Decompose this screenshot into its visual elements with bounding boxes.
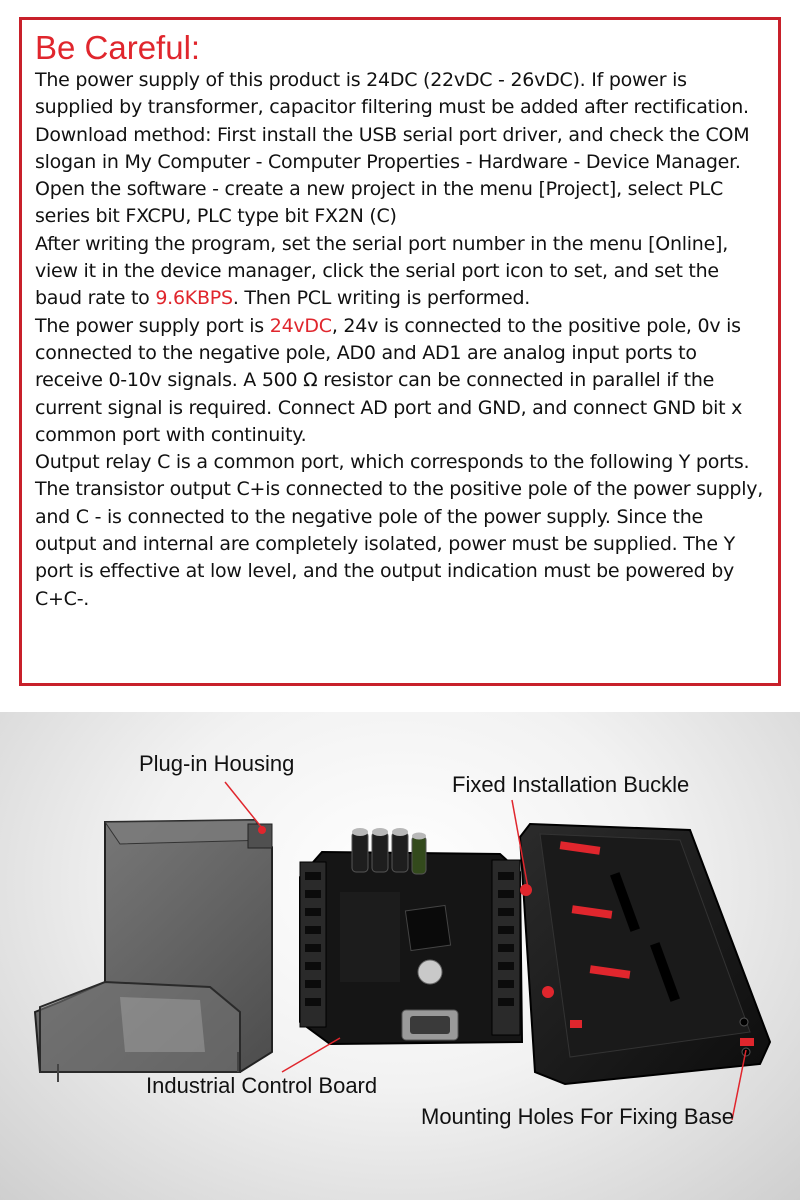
label-fixed-installation-buckle: Fixed Installation Buckle (452, 772, 690, 797)
power-supply-note: The power supply of this product is 24DC (22vDC - 26vDC). If power is supplied by transformer, capacitor filtering must be added after rectification. (35, 69, 749, 119)
buckle-marker (520, 884, 532, 896)
control-board (300, 828, 522, 1044)
baud-rate-highlight: 9.6KBPS (155, 287, 233, 310)
label-industrial-control-board: Industrial Control Board (146, 1073, 378, 1098)
caution-box (19, 17, 781, 686)
power-port-text: The power supply port is (35, 314, 270, 337)
voltage-highlight: 24vDC (269, 314, 332, 337)
serial-port-text: After writing the program, set the serial port number in the menu [Online], view it in the device manager, click the serial port icon to set, and set the baud rate to (35, 232, 728, 310)
serial-port-note (35, 231, 764, 313)
caution-title: Be Careful: (35, 29, 201, 66)
download-method-note: Download method: First install the USB serial port driver, and check the COM slogan in My Computer - Computer Properties - Hardware - Device Manager. (35, 123, 750, 173)
mounting-base (520, 824, 770, 1084)
transistor-output-note: The transistor output C+is connected to the positive pole of the power supply, and C - is connected to the negative pole of the power supply. Since the output and internal are completely isolated, power must be supplied. The Y port is effective at low level, and the output indication must be powered by C+C-. (35, 478, 764, 610)
power-port-text-end: , 24v is connected to the positive pole, 0v is connected to the negative pole, AD0 and AD1 are analog input ports to receive 0-10v signals. A 500 Ω resistor can be connected in parallel if the current signal is required. Connect AD port and GND, and connect GND bit x common port with continuity. (35, 314, 743, 446)
plug-in-housing (35, 820, 272, 1082)
output-relay-note: Output relay C is a common port, which corresponds to the following Y ports. (35, 451, 750, 474)
serial-port-text-end: . Then PCL writing is performed. (232, 287, 531, 310)
power-port-note (35, 313, 764, 449)
product-photo (0, 712, 800, 1200)
label-mounting-holes: Mounting Holes For Fixing Base (421, 1104, 735, 1129)
caution-text (35, 67, 764, 613)
label-plug-in-housing: Plug-in Housing (139, 751, 295, 776)
software-setup-note: Open the software - create a new project in the menu [Project], select PLC series bit FXCPU, PLC type bit FX2N (C) (35, 178, 723, 228)
